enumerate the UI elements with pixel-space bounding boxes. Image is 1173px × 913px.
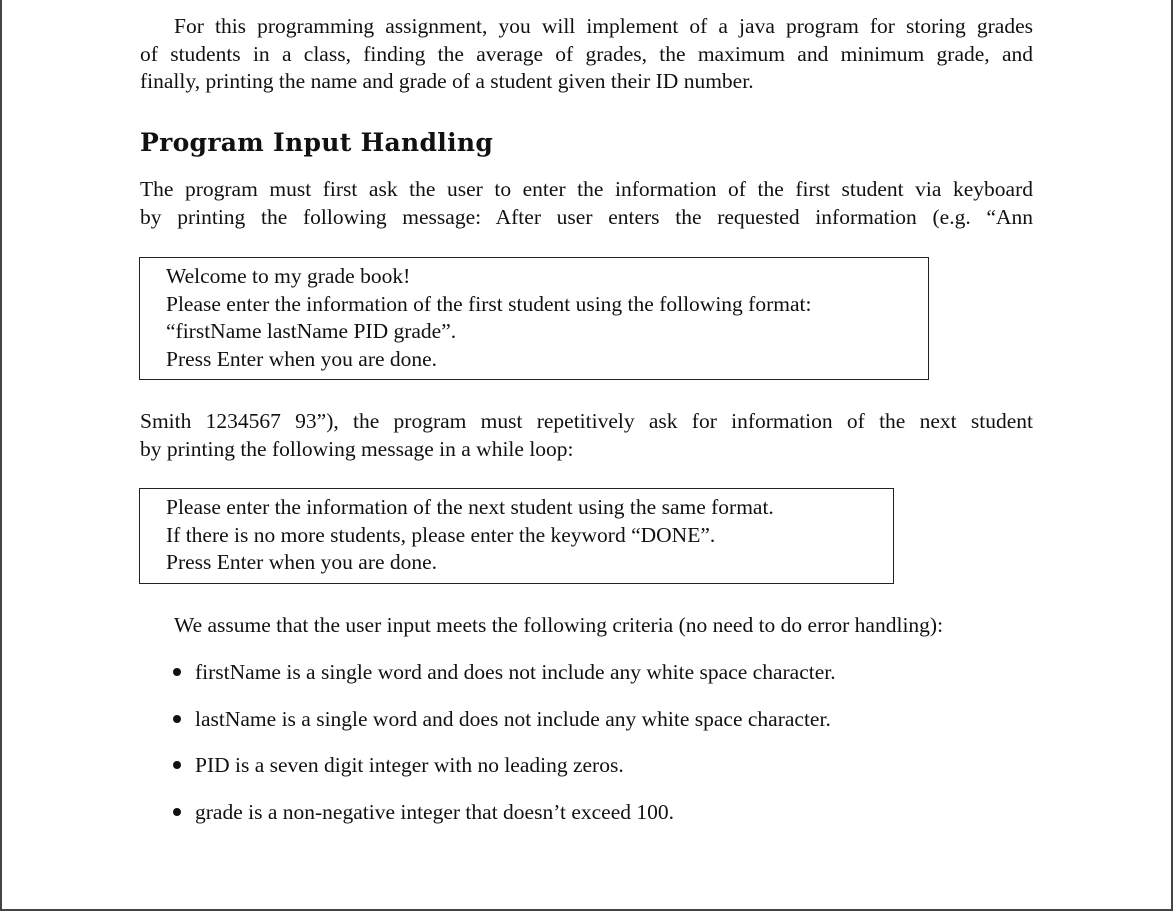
bullet-icon bbox=[173, 761, 181, 769]
input-intro-line-1: The program must first ask the user to enter the information of the first student via keyboard bbox=[140, 177, 1033, 201]
continuation-paragraph bbox=[140, 408, 1033, 463]
criteria-item-grade bbox=[173, 799, 674, 827]
continuation-line-2: by printing the following message in a while loop: bbox=[140, 436, 574, 461]
criteria-text: grade is a non-negative integer that doesn’t exceed 100. bbox=[195, 800, 674, 824]
opening-line-3: finally, printing the name and grade of a student given their ID number. bbox=[140, 69, 754, 93]
next-student-message-box bbox=[139, 488, 894, 584]
criteria-text: lastName is a single word and does not include any white space character. bbox=[195, 707, 831, 731]
section-heading: Program Input Handling bbox=[140, 128, 494, 157]
next-box-line-1: Please enter the information of the next student using the same format. bbox=[166, 495, 774, 519]
input-intro-paragraph bbox=[140, 176, 1033, 231]
opening-paragraph bbox=[140, 13, 1033, 96]
bullet-icon bbox=[173, 668, 181, 676]
first-box-line-2: Please enter the information of the first student using the following format: bbox=[166, 291, 812, 316]
first-box-line-4: Press Enter when you are done. bbox=[166, 346, 438, 371]
opening-line-2: of students in a class, finding the average of grades, the maximum and minimum grade, and bbox=[140, 41, 1033, 66]
criteria-text: firstName is a single word and does not include any white space character. bbox=[195, 660, 836, 684]
next-box-line-3: Press Enter when you are done. bbox=[166, 550, 438, 575]
continuation-line-1: Smith 1234567 93”), the program must repetitively ask for information of the next student bbox=[140, 409, 1033, 433]
criteria-intro: We assume that the user input meets the following criteria (no need to do error handling): bbox=[174, 613, 944, 637]
bullet-icon bbox=[173, 715, 181, 723]
criteria-item-firstname bbox=[173, 659, 836, 687]
first-box-line-3: “firstName lastName PID grade”. bbox=[166, 319, 457, 344]
bullet-icon bbox=[173, 808, 181, 816]
next-box-line-2: If there is no more students, please enter the keyword “DONE”. bbox=[166, 522, 716, 547]
criteria-item-pid bbox=[173, 752, 624, 780]
first-student-message-box bbox=[139, 257, 929, 380]
first-box-line-1: Welcome to my grade book! bbox=[166, 264, 411, 288]
opening-line-1: For this programming assignment, you will implement of a java program for storing grades bbox=[174, 14, 1033, 38]
criteria-text: PID is a seven digit integer with no leading zeros. bbox=[195, 753, 624, 777]
input-intro-line-2: by printing the following message: After user enters the requested information (e.g. “Ann bbox=[140, 204, 1033, 229]
criteria-item-lastname bbox=[173, 706, 831, 734]
